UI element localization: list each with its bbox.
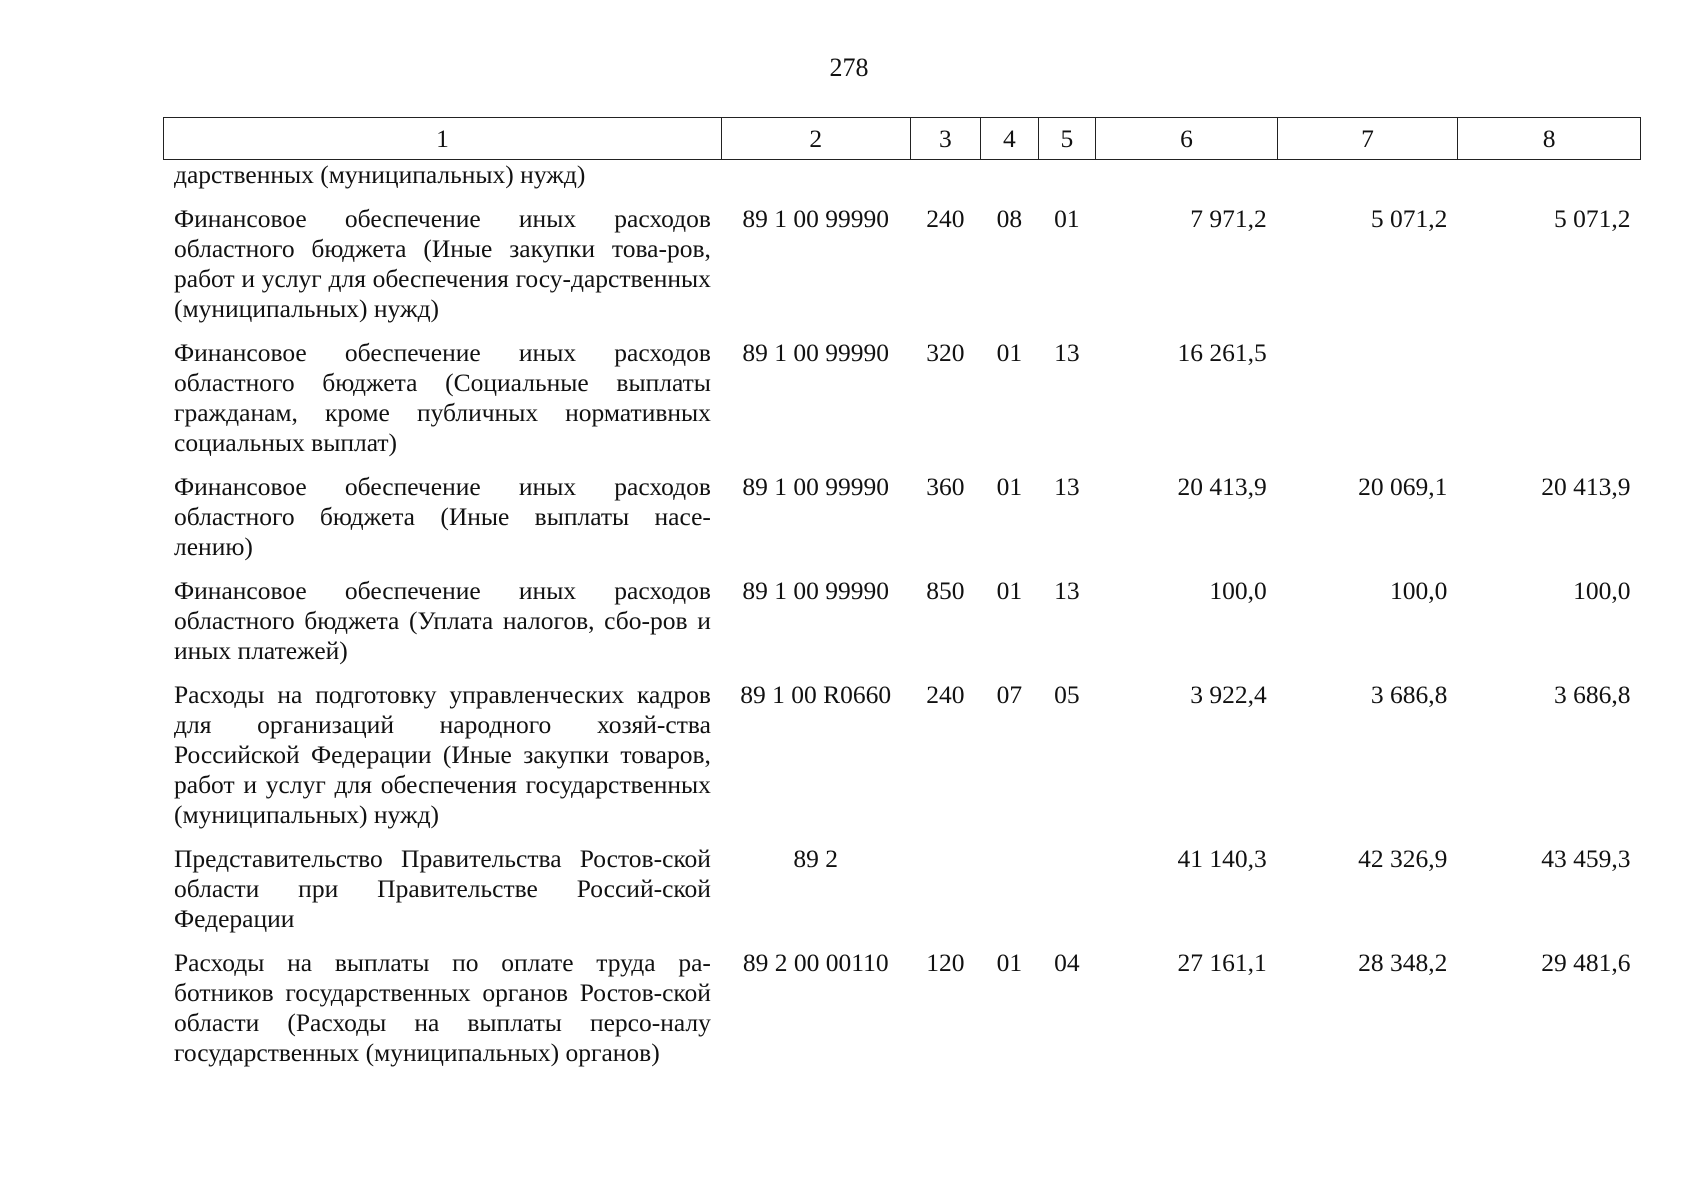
row-amount-7 xyxy=(1277,326,1458,460)
column-number-header xyxy=(164,118,1641,160)
row-description: Представительство Правительства Ростов-ской области при Правительстве Россий-ской Федерации xyxy=(174,844,711,933)
table-row xyxy=(164,460,1641,564)
row-expense-type: 240 xyxy=(926,680,965,709)
row-amount-7: 42 326,9 xyxy=(1358,844,1448,873)
row-amount-8: 5 071,2 xyxy=(1554,204,1631,233)
row-expense-type: 850 xyxy=(926,576,965,605)
row-amount-8: 43 459,3 xyxy=(1541,844,1631,873)
col-header-2: 2 xyxy=(721,118,910,160)
row-subsection: 13 xyxy=(1054,576,1080,605)
budget-table xyxy=(163,117,1641,1070)
row-section: 01 xyxy=(996,338,1023,367)
table-row xyxy=(164,160,1641,193)
row-amount-7: 20 069,1 xyxy=(1358,472,1448,501)
row-amount-6: 41 140,3 xyxy=(1177,844,1267,873)
table-row xyxy=(164,192,1641,326)
row-amount-7 xyxy=(1277,160,1458,193)
row-amount-8 xyxy=(1458,160,1641,193)
row-section: 01 xyxy=(996,472,1023,501)
row-expense-type: 320 xyxy=(926,338,965,367)
row-subsection: 13 xyxy=(1054,338,1080,367)
table-row xyxy=(164,832,1641,936)
row-expense-type xyxy=(910,160,981,193)
row-expense-type: 240 xyxy=(926,204,965,233)
row-amount-8: 29 481,6 xyxy=(1541,948,1631,977)
row-amount-7: 28 348,2 xyxy=(1358,948,1448,977)
row-subsection: 05 xyxy=(1054,680,1080,709)
row-target-code: 89 1 00 99990 xyxy=(742,576,890,605)
col-header-4: 4 xyxy=(981,118,1039,160)
row-amount-6: 20 413,9 xyxy=(1177,472,1267,501)
col-header-6: 6 xyxy=(1096,118,1278,160)
row-target-code xyxy=(721,160,910,193)
row-amount-8: 3 686,8 xyxy=(1554,680,1631,709)
col-header-7: 7 xyxy=(1277,118,1458,160)
row-amount-8: 20 413,9 xyxy=(1541,472,1631,501)
row-expense-type: 360 xyxy=(926,472,965,501)
table-row xyxy=(164,326,1641,460)
page-number: 278 xyxy=(829,53,869,82)
row-target-code: 89 1 00 99990 xyxy=(742,204,890,233)
table-row xyxy=(164,564,1641,668)
row-amount-6: 7 971,2 xyxy=(1190,204,1267,233)
row-subsection: 13 xyxy=(1054,472,1080,501)
row-target-code: 89 1 00 99990 xyxy=(742,472,890,501)
row-section: 01 xyxy=(996,948,1023,977)
row-target-code: 89 2 00 00110 xyxy=(742,948,889,977)
col-header-3: 3 xyxy=(910,118,981,160)
row-amount-7: 5 071,2 xyxy=(1370,204,1448,233)
row-amount-8: 100,0 xyxy=(1573,576,1631,605)
row-amount-7: 100,0 xyxy=(1389,576,1448,605)
row-expense-type xyxy=(910,832,981,936)
row-target-code: 89 1 00 R0660 xyxy=(740,680,892,709)
row-description: Расходы на подготовку управленческих кадров для организаций народного хозяй-ства Российской Федерации (Иные закупки товаров, работ и услуг для обеспечения государственных (муниципальных) нужд) xyxy=(174,680,711,829)
table-row xyxy=(164,668,1641,832)
row-section: 07 xyxy=(996,680,1023,709)
row-subsection: 04 xyxy=(1054,948,1080,977)
row-amount-6: 16 261,5 xyxy=(1177,338,1267,367)
row-subsection xyxy=(1038,832,1096,936)
col-header-5: 5 xyxy=(1038,118,1096,160)
row-target-code: 89 1 00 99990 xyxy=(742,338,890,367)
row-section: 01 xyxy=(996,576,1023,605)
col-header-1: 1 xyxy=(164,118,722,160)
col-header-8: 8 xyxy=(1458,118,1641,160)
row-expense-type: 120 xyxy=(926,948,965,977)
row-description: Финансовое обеспечение иных расходов областного бюджета (Иные закупки това-ров, работ и услуг для обеспечения госу-дарственных (муниципальных) нужд) xyxy=(174,204,711,323)
row-subsection: 01 xyxy=(1054,204,1080,233)
row-description: Финансовое обеспечение иных расходов областного бюджета (Социальные выплаты гражданам, кроме публичных нормативных социальных выплат) xyxy=(174,338,711,457)
row-description: Финансовое обеспечение иных расходов областного бюджета (Иные выплаты насе-лению) xyxy=(174,472,711,561)
row-amount-8 xyxy=(1458,326,1641,460)
table-row xyxy=(164,936,1641,1070)
row-amount-6: 100,0 xyxy=(1209,576,1267,605)
row-target-code: 89 2 xyxy=(793,844,839,873)
row-amount-6: 3 922,4 xyxy=(1190,680,1267,709)
row-description: дарственных (муниципальных) нужд) xyxy=(174,160,586,189)
row-description: Расходы на выплаты по оплате труда ра-ботников государственных органов Ростов-ской области (Расходы на выплаты персо-налу государственных (муниципальных) органов) xyxy=(174,948,711,1067)
row-amount-7: 3 686,8 xyxy=(1370,680,1448,709)
row-subsection xyxy=(1038,160,1096,193)
row-section xyxy=(981,160,1039,193)
row-section: 08 xyxy=(996,204,1023,233)
row-description: Финансовое обеспечение иных расходов областного бюджета (Уплата налогов, сбо-ров и иных платежей) xyxy=(174,576,711,665)
row-amount-6 xyxy=(1096,160,1278,193)
row-section xyxy=(981,832,1039,936)
row-amount-6: 27 161,1 xyxy=(1177,948,1267,977)
